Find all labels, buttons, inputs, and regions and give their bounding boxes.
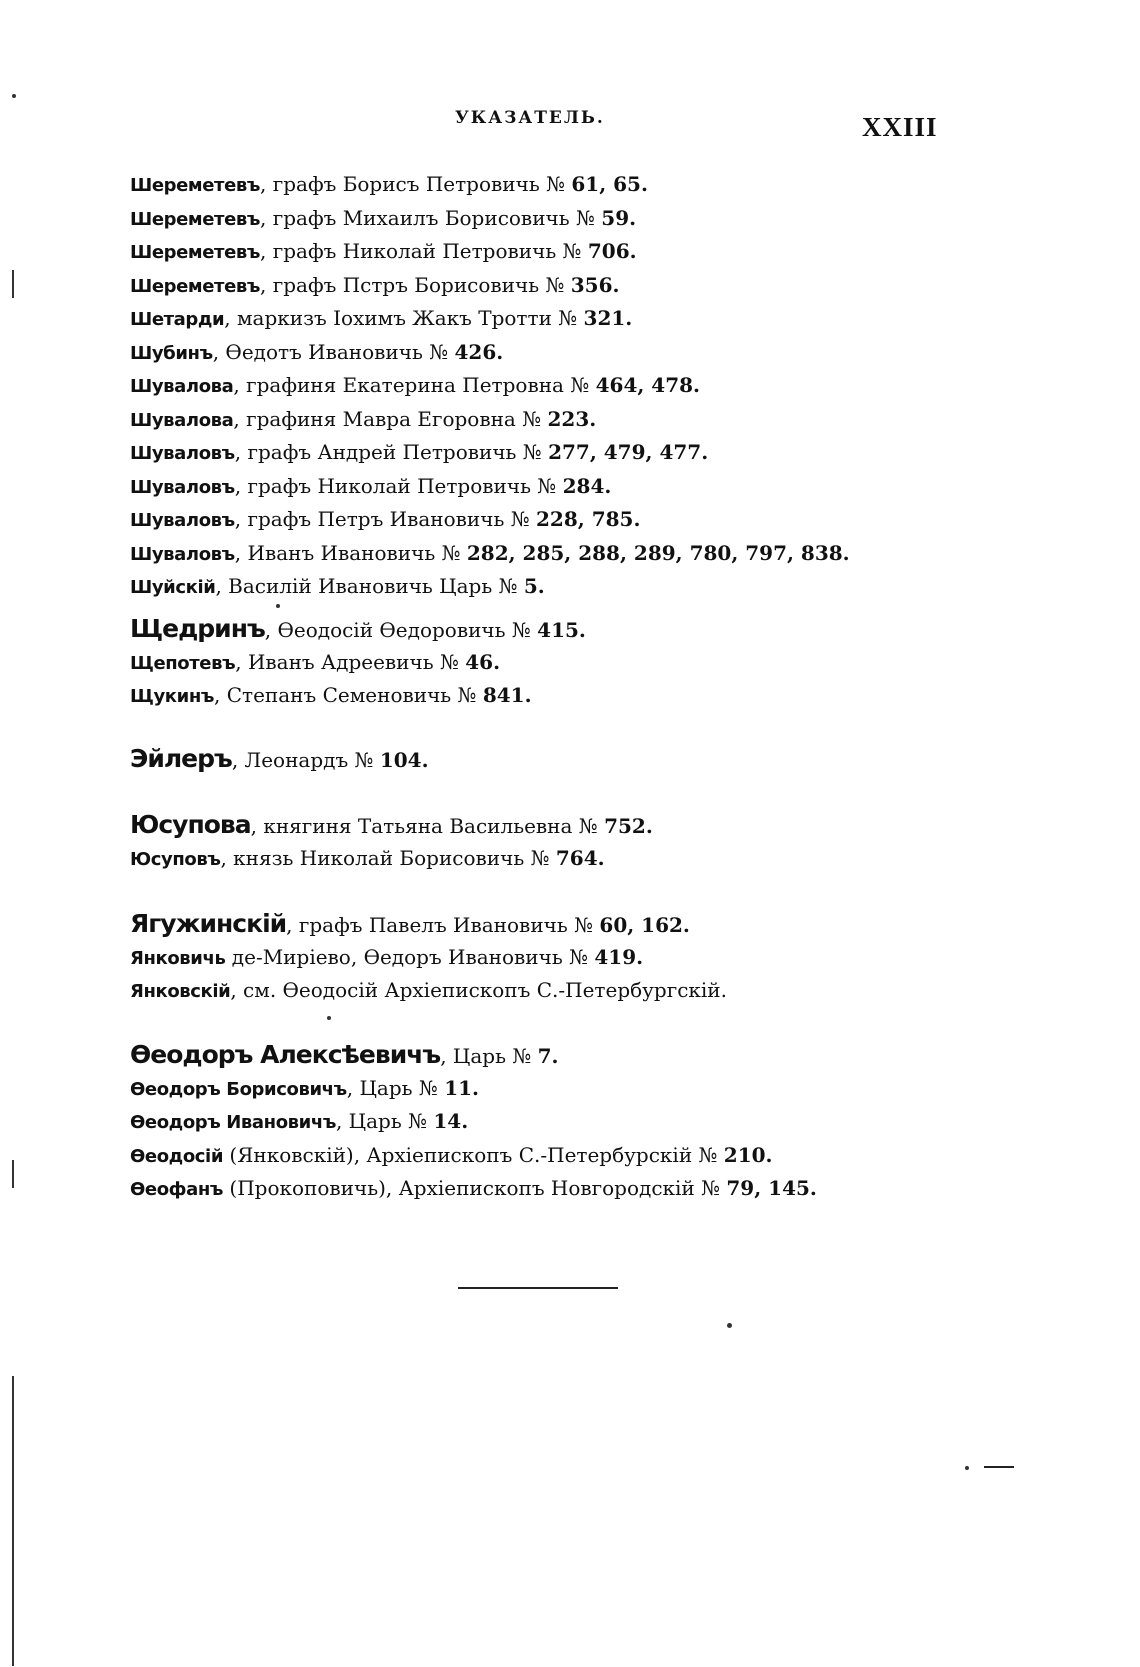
entry-headword: Ѳеодоръ Ивановичъ [130, 1112, 336, 1133]
running-header-title: УКАЗАТЕЛЬ. [455, 108, 605, 128]
entry-headword: Шуваловъ [130, 510, 235, 531]
index-entry [130, 974, 727, 1008]
scan-edge-mark [12, 1160, 14, 1188]
entry-description: , Леонардъ № [231, 748, 374, 772]
entry-description: , Степанъ Семеновичь № [214, 683, 477, 707]
entry-description: , Ѳеодосій Ѳедоровичь № [264, 618, 531, 642]
entry-description: , Василій Ивановичь Царь № [215, 574, 518, 598]
index-group-e [130, 742, 429, 776]
entry-headword: Щепотевъ [130, 652, 236, 674]
entry-numbers: 210. [723, 1142, 773, 1167]
index-entry [130, 503, 850, 537]
entry-headword: Юсупова [130, 810, 251, 839]
index-entry [130, 336, 850, 370]
index-entry [130, 679, 586, 713]
scan-speck [327, 1016, 331, 1020]
entry-numbers: 11. [444, 1075, 479, 1100]
entry-numbers: 79, 145. [726, 1176, 817, 1200]
entry-headword: Ѳеодоръ Борисовичъ [130, 1078, 347, 1100]
index-entry [130, 646, 586, 680]
scan-speck [12, 94, 16, 98]
page-number: XXIII [862, 112, 938, 142]
index-entry [130, 808, 653, 842]
entry-description: , Царь № [346, 1075, 438, 1100]
entry-description: , Иванъ Ивановичь № [234, 540, 461, 565]
index-entry [130, 1172, 817, 1206]
entry-description: , графиня Мавра Егоровна № [233, 406, 542, 431]
entry-headword: Шуйскій [130, 577, 216, 598]
index-entry [130, 1072, 817, 1106]
index-entry [130, 537, 850, 571]
entry-headword: Шереметевъ [130, 175, 261, 196]
entry-numbers: 706. [587, 239, 637, 263]
index-group-shch [130, 612, 586, 713]
entry-description: , Ѳедотъ Ивановичь № [212, 339, 449, 364]
entry-numbers: 321. [583, 306, 633, 330]
entry-numbers: 464, 478. [595, 373, 701, 397]
entry-numbers: 5. [523, 574, 545, 598]
entry-numbers: 46. [465, 649, 501, 674]
entry-numbers: 7. [537, 1044, 559, 1068]
entry-description: , графъ Павелъ Ивановичь № [286, 913, 594, 937]
entry-numbers: 764. [555, 845, 605, 870]
entry-description: , князь Николай Борисовичь № [220, 845, 550, 870]
index-group-ya [130, 907, 727, 1008]
entry-headword: Шереметевъ [130, 275, 261, 297]
entry-description: , графъ Пстръ Борисовичь № [260, 272, 565, 297]
closing-rule [458, 1287, 618, 1289]
entry-description: , маркизъ Іохимъ Жакъ Тротти № [224, 306, 578, 330]
entry-headword: Шереметевъ [130, 208, 261, 230]
entry-headword: Шетарди [130, 309, 225, 330]
entry-description: , графъ Николай Петровичь № [260, 239, 582, 263]
index-entry [130, 842, 653, 876]
entry-headword: Щукинъ [130, 686, 214, 707]
entry-headword: Шубинъ [130, 342, 213, 364]
entry-description: , графъ Андрей Петровичь № [234, 440, 542, 464]
scan-dash [984, 1466, 1014, 1468]
entry-numbers: 104. [379, 748, 429, 772]
entry-numbers: 841. [482, 683, 532, 707]
index-entry [130, 1038, 817, 1072]
entry-numbers: 284. [562, 473, 612, 498]
entry-numbers: 415. [537, 618, 586, 642]
index-entry [130, 436, 850, 470]
entry-description: , Царь № [440, 1044, 532, 1068]
index-entry [130, 168, 850, 202]
index-entry [130, 570, 850, 604]
scan-speck [276, 604, 280, 608]
entry-headword: Шуваловъ [130, 476, 235, 498]
entry-description: , см. Ѳеодосій Архіепископъ С.-Петербургскій. [230, 978, 727, 1002]
index-entry [130, 941, 727, 975]
entry-description: , Царь № [335, 1109, 428, 1133]
entry-headword: Щедринъ [130, 614, 265, 643]
entry-description: , графъ Борисъ Петровичь № [260, 172, 566, 196]
index-entry [130, 269, 850, 303]
index-entry [130, 1105, 817, 1139]
index-entry [130, 742, 429, 776]
entry-numbers: 61, 65. [571, 172, 648, 196]
entry-numbers: 228, 785. [536, 507, 641, 531]
entry-headword: Шувалова [130, 376, 234, 397]
entry-numbers: 356. [570, 272, 620, 297]
scan-speck [965, 1466, 969, 1470]
entry-headword: Ѳеофанъ [130, 1179, 224, 1200]
entry-headword: Ягужинскій [130, 909, 287, 938]
entry-headword: Ѳеодоръ Алексѣевичъ [130, 1040, 441, 1069]
entry-description: , княгиня Татьяна Васильевна № [250, 814, 598, 838]
index-entry [130, 403, 850, 437]
entry-headword: Янковичь [130, 947, 226, 969]
entry-headword: Шереметевъ [130, 242, 261, 263]
scan-edge-mark [12, 1376, 14, 1666]
index-entry [130, 907, 727, 941]
entry-description: (Прокоповичь), Архіепископъ Новгородскій № [223, 1176, 721, 1200]
entry-description: , графиня Екатерина Петровна № [233, 373, 590, 397]
index-group-fita [130, 1038, 817, 1206]
entry-headword: Юсуповъ [130, 848, 221, 870]
entry-headword: Шувалова [130, 409, 234, 431]
entry-description: , графъ Петръ Ивановичь № [234, 507, 530, 531]
entry-numbers: 419. [594, 944, 644, 969]
entry-description: , графъ Михаилъ Борисовичь № [260, 205, 595, 230]
entry-headword: Ѳеодосій [130, 1145, 224, 1167]
entry-numbers: 277, 479, 477. [548, 440, 709, 464]
entry-description: , графъ Николай Петровичь № [234, 473, 557, 498]
entry-description: (Янковскій), Архіепископъ С.-Петербурскій № [223, 1142, 718, 1167]
entry-description: де-Миріево, Ѳедоръ Ивановичь № [225, 944, 589, 969]
index-group-sh [130, 168, 850, 604]
index-group-yu [130, 808, 653, 875]
entry-numbers: 14. [433, 1109, 469, 1133]
scan-edge-mark [12, 270, 14, 298]
index-entry [130, 369, 850, 403]
entry-description: , Иванъ Адреевичь № [235, 649, 459, 674]
entry-numbers: 282, 285, 288, 289, 780, 797, 838. [466, 540, 850, 565]
entry-headword: Шуваловъ [130, 543, 235, 565]
index-entry [130, 470, 850, 504]
scan-speck [727, 1323, 732, 1328]
entry-numbers: 60, 162. [599, 913, 690, 937]
index-entry [130, 302, 850, 336]
entry-headword: Эйлеръ [130, 744, 232, 773]
index-entry [130, 1139, 817, 1173]
index-entry [130, 202, 850, 236]
entry-numbers: 223. [547, 406, 597, 431]
entry-headword: Янковскій [130, 981, 231, 1002]
entry-numbers: 426. [454, 339, 504, 364]
index-entry [130, 235, 850, 269]
entry-headword: Шуваловъ [130, 443, 235, 464]
entry-numbers: 752. [604, 814, 653, 838]
entry-numbers: 59. [601, 205, 637, 230]
index-entry [130, 612, 586, 646]
